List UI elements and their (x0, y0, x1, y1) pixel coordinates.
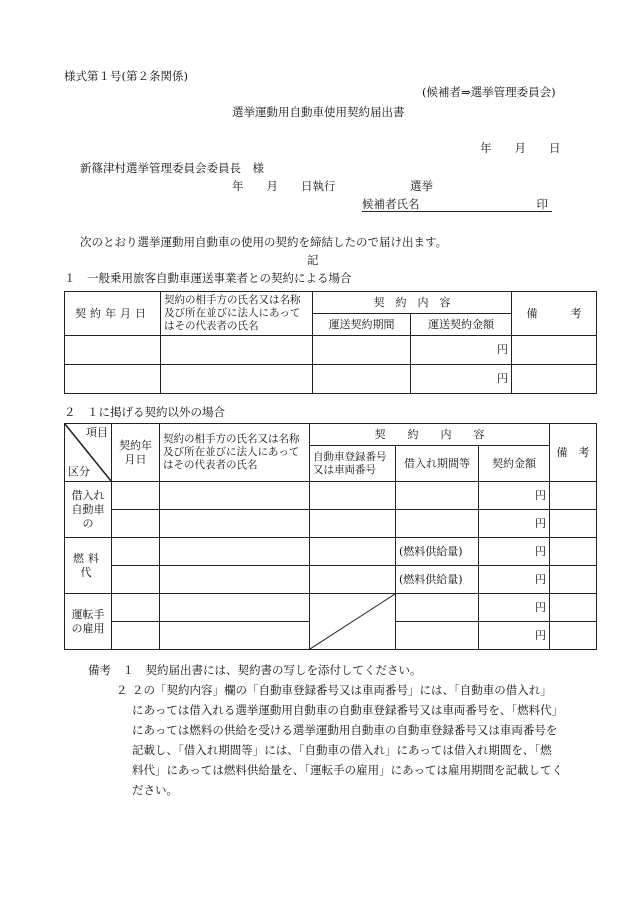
s2-cell[interactable] (160, 538, 310, 566)
note2-line: ２の「契約内容」欄の「自動車登録番号又は車両番号」には、「自動車の借入れ」 (132, 683, 552, 697)
document-title: 選挙運動用自動車使用契約届出書 (232, 105, 405, 119)
s2-cell[interactable] (396, 510, 479, 538)
s1-col-content: 契 約 内 容 (313, 292, 512, 314)
s2-regno-na (310, 594, 396, 650)
s2-col-date: 契約年月日 (112, 424, 160, 482)
intro-text: 次のとおり選挙運動用自動車の使用の契約を締結したので届け出ます。 (80, 235, 448, 249)
s2-col-amount: 契約金額 (479, 446, 550, 482)
s1-col-period: 運送契約期間 (313, 314, 411, 336)
s2-col-note: 備 考 (550, 424, 597, 482)
s1-col-note: 備 考 (512, 292, 597, 336)
s2-cell[interactable] (160, 594, 310, 622)
note2-line: 料代」にあっては燃料供給量を、「運転手の雇用」にあっては雇用期間を記載してく (132, 763, 564, 777)
s1-amount-cell[interactable]: 円 (411, 336, 512, 365)
s2-cell[interactable] (550, 510, 597, 538)
s2-cell[interactable] (112, 538, 160, 566)
submission-date: 年 月 日 (480, 141, 561, 155)
s2-amount-cell[interactable]: 円 (479, 538, 550, 566)
s2-cell[interactable] (550, 482, 597, 510)
seal-mark: 印 (536, 197, 548, 211)
s2-cell[interactable] (310, 482, 396, 510)
s2-col-regno: 自動車登録番号又は車両番号 (310, 446, 396, 482)
s2-cell[interactable] (396, 594, 479, 622)
note1-number: １ (122, 663, 134, 677)
s1-col-date: 契約年月日 (65, 292, 161, 336)
s2-amount-cell[interactable]: 円 (479, 510, 550, 538)
s2-cell[interactable] (160, 622, 310, 650)
fuel-amount-cell[interactable]: (燃料供給量) (396, 566, 479, 594)
note2-line: にあっては借入れる選挙運動用自動車の自動車登録番号又は車両番号を、「燃料代」 (132, 703, 564, 717)
s2-cell[interactable] (310, 510, 396, 538)
s1-cell[interactable] (161, 365, 313, 394)
kubun-label: 区分 (68, 465, 90, 478)
note1-text: 契約届出書には、契約書の写しを添付してください。 (145, 663, 422, 677)
s1-cell[interactable] (313, 336, 411, 365)
s1-cell[interactable] (512, 336, 597, 365)
note2-line: ださい。 (132, 783, 178, 797)
s1-cell[interactable] (512, 365, 597, 394)
submission-route: (候補者⇒選挙管理委員会) (422, 85, 556, 99)
s2-col-period: 借入れ期間等 (396, 446, 479, 482)
s2-cell[interactable] (396, 622, 479, 650)
section1-table (64, 291, 597, 394)
s2-amount-cell[interactable]: 円 (479, 482, 550, 510)
section2-table (64, 423, 597, 650)
candidate-name-label: 候補者氏名 (362, 197, 420, 211)
s2-cell[interactable] (112, 510, 160, 538)
s2-cell[interactable] (550, 622, 597, 650)
s2-cell[interactable] (550, 566, 597, 594)
s1-cell[interactable] (313, 365, 411, 394)
s2-cell[interactable] (112, 594, 160, 622)
s1-cell[interactable] (65, 365, 161, 394)
s2-cell[interactable] (112, 482, 160, 510)
section1-heading: １ 一般乗用旅客自動車運送事業者との契約による場合 (64, 271, 352, 285)
s2-cell[interactable] (310, 538, 396, 566)
note2-number: ２ (116, 683, 128, 697)
s2-cell[interactable] (160, 482, 310, 510)
s2-header-diagonal (65, 424, 112, 482)
row-label-driver: 運転手の雇用 (65, 594, 112, 650)
s1-amount-cell[interactable]: 円 (411, 365, 512, 394)
s1-cell[interactable] (65, 336, 161, 365)
election-name: 選挙 (410, 179, 433, 193)
s2-cell[interactable] (396, 482, 479, 510)
s2-amount-cell[interactable]: 円 (479, 594, 550, 622)
item-label: 項目 (86, 426, 108, 439)
s2-cell[interactable] (112, 622, 160, 650)
notes-label: 備考 (88, 663, 111, 677)
section2-heading: ２ １に掲げる契約以外の場合 (64, 405, 225, 419)
s1-cell[interactable] (161, 336, 313, 365)
row-label-fuel: 燃料代 (65, 538, 112, 594)
election-date: 年 月 日執行 (232, 179, 336, 193)
s2-cell[interactable] (310, 566, 396, 594)
s2-cell[interactable] (550, 594, 597, 622)
notes-block (88, 660, 588, 800)
fuel-amount-cell[interactable]: (燃料供給量) (396, 538, 479, 566)
s2-amount-cell[interactable]: 円 (479, 566, 550, 594)
strike-line (310, 594, 395, 649)
s1-col-party: 契約の相手方の氏名又は名称及び所在並びに法人にあってはその代表者の氏名 (161, 292, 313, 336)
candidate-name-field[interactable] (362, 196, 552, 212)
note2-line: 記載し、「借入れ期間等」には、「自動車の借入れ」にあっては借入れ期間を、「燃 (132, 743, 552, 757)
s2-col-content: 契 約 内 容 (310, 424, 550, 446)
form-number: 様式第１号(第２条関係) (64, 69, 188, 83)
s2-cell[interactable] (160, 510, 310, 538)
s2-amount-cell[interactable]: 円 (479, 622, 550, 650)
ki-label: 記 (307, 253, 319, 267)
row-label-car: 借入れ自動車の (65, 482, 112, 538)
s2-cell[interactable] (550, 538, 597, 566)
s2-cell[interactable] (112, 566, 160, 594)
addressee: 新篠津村選挙管理委員会委員長 様 (80, 161, 264, 175)
s2-col-party: 契約の相手方の氏名又は名称及び所在並びに法人にあってはその代表者の氏名 (160, 424, 310, 482)
s2-cell[interactable] (160, 566, 310, 594)
s1-col-amount: 運送契約金額 (411, 314, 512, 336)
note2-line: にあっては燃料の供給を受ける選挙運動用自動車の自動車登録番号又は車両番号を (132, 723, 558, 737)
